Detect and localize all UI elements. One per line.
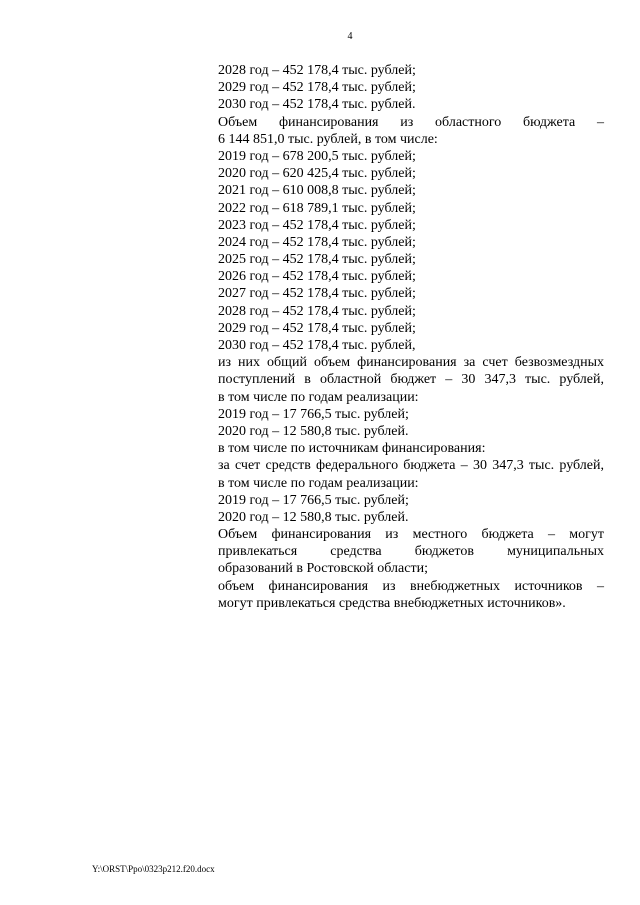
text-line: 2024 год – 452 178,4 тыс. рублей;: [218, 234, 416, 250]
text-line: поступлений в областной бюджет – 30 347,3 тыс. рублей,: [218, 372, 604, 388]
text-line: 2025 год – 452 178,4 тыс. рублей;: [218, 252, 416, 268]
text-line: образований в Ростовской области;: [218, 561, 428, 577]
text-line: 2022 год – 618 789,1 тыс. рублей;: [218, 200, 416, 216]
text-line: 2020 год – 12 580,8 тыс. рублей.: [218, 509, 409, 525]
text-line: привлекаться средства бюджетов муниципальных: [218, 544, 604, 560]
text-line: 2029 год – 452 178,4 тыс. рублей;: [218, 320, 416, 336]
text-line: 2021 год – 610 008,8 тыс. рублей;: [218, 183, 416, 199]
text-line: 2019 год – 17 766,5 тыс. рублей;: [218, 406, 409, 422]
document-body: [218, 62, 604, 612]
text-line: в том числе по годам реализации:: [218, 475, 419, 491]
text-line: 2019 год – 678 200,5 тыс. рублей;: [218, 148, 416, 164]
text-line: 2028 год – 452 178,4 тыс. рублей;: [218, 63, 416, 78]
text-line: 2019 год – 17 766,5 тыс. рублей;: [218, 492, 409, 508]
text-line: 2027 год – 452 178,4 тыс. рублей;: [218, 286, 416, 302]
file-path-footer: Y:\ORST\Ppo\0323p212.f20.docx: [92, 864, 215, 874]
text-line: 6 144 851,0 тыс. рублей, в том числе:: [218, 131, 438, 147]
text-line: 2029 год – 452 178,4 тыс. рублей;: [218, 80, 416, 96]
text-line: могут привлекаться средства внебюджетных источников».: [218, 595, 566, 611]
page-number: 4: [347, 31, 353, 42]
text-line: за счет средств федерального бюджета – 30 347,3 тыс. рублей,: [218, 458, 604, 474]
text-line: 2020 год – 620 425,4 тыс. рублей;: [218, 166, 416, 182]
text-line: Объем финансирования из областного бюджета –: [218, 114, 604, 130]
text-line: 2028 год – 452 178,4 тыс. рублей;: [218, 303, 416, 319]
text-line: в том числе по источникам финансирования:: [218, 441, 486, 457]
text-line: 2026 год – 452 178,4 тыс. рублей;: [218, 269, 416, 285]
text-line: 2023 год – 452 178,4 тыс. рублей;: [218, 217, 416, 233]
text-line: 2020 год – 12 580,8 тыс. рублей.: [218, 423, 409, 439]
text-line: объем финансирования из внебюджетных источников –: [218, 578, 604, 594]
text-line: из них общий объем финансирования за счет безвозмездных: [218, 355, 604, 371]
text-line: 2030 год – 452 178,4 тыс. рублей,: [218, 338, 416, 353]
text-line: в том числе по годам реализации:: [218, 389, 419, 405]
text-line: Объем финансирования из местного бюджета – могут: [218, 527, 604, 543]
text-line: 2030 год – 452 178,4 тыс. рублей.: [218, 97, 416, 113]
